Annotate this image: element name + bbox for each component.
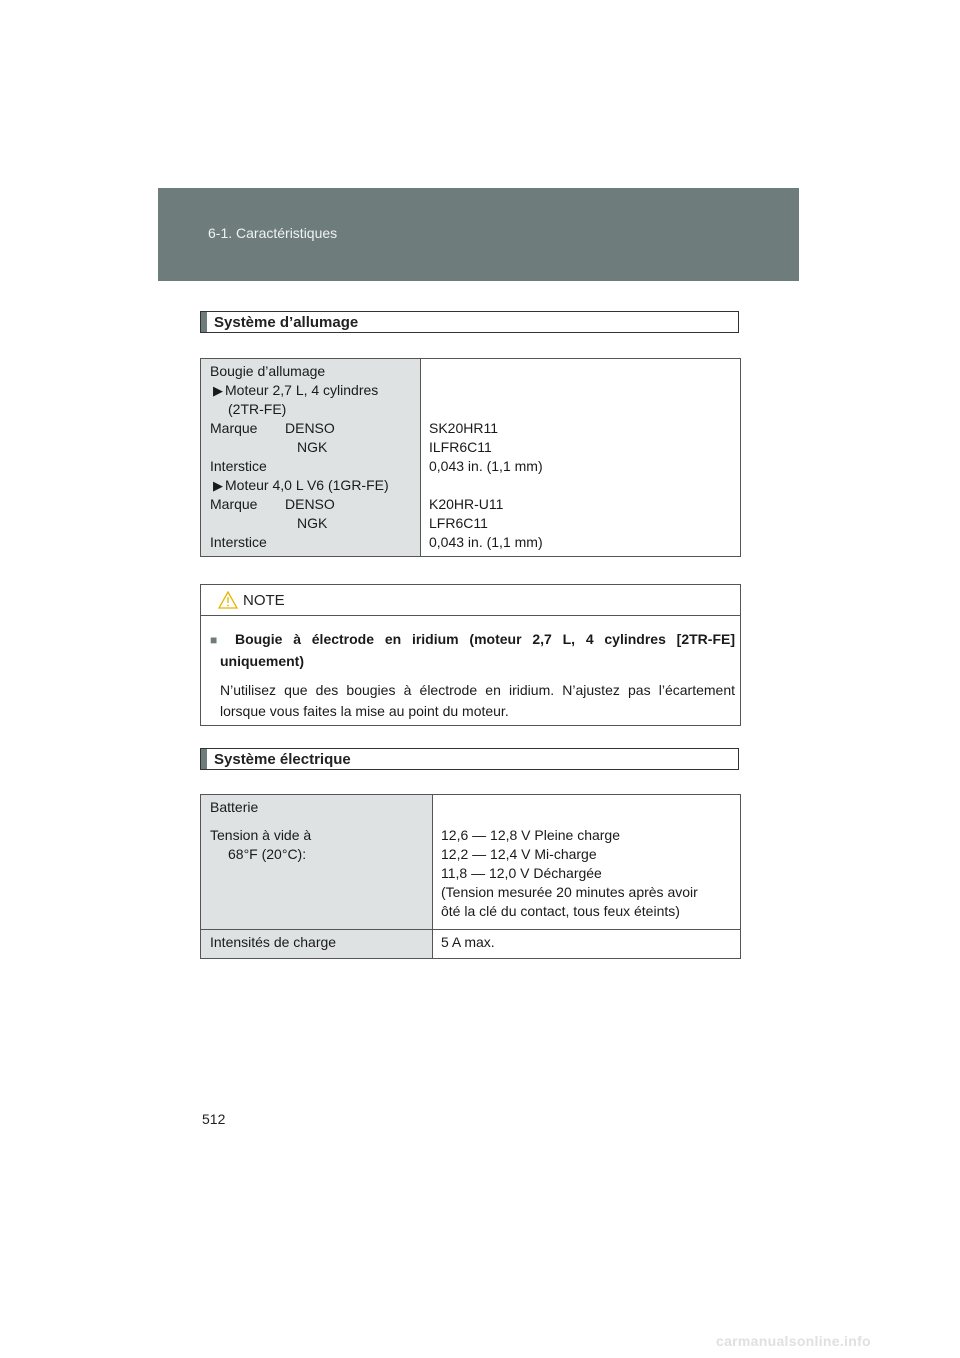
section-marker [201, 312, 207, 332]
voltage-label: Tension à vide à [210, 827, 312, 843]
spec-value: 0,043 in. (1,1 mm) [429, 458, 543, 474]
battery-values [433, 795, 741, 930]
engine-1gr-label: ▶ Moteur 4,0 L V6 (1GR-FE) [213, 477, 389, 493]
section-title-text: Système électrique [214, 751, 351, 768]
watermark: carmanualsonline.info [716, 1333, 871, 1349]
note-bold-title: ■ Bougie à électrode en iridium (moteur 2,7 L, 4 cylindres [2TR-FE] uniquement) [210, 631, 735, 669]
brand-row: NGK [297, 515, 328, 531]
triangle-bullet-icon: ▶ [213, 478, 223, 493]
section-marker [201, 749, 207, 769]
ignition-labels [201, 359, 421, 557]
chapter-header [158, 188, 799, 281]
ignition-values [421, 359, 741, 557]
voltage-note: ôté la clé du contact, tous feux éteints) [441, 903, 680, 919]
note-body [210, 629, 735, 722]
note-header [201, 585, 740, 616]
electrical-spec-table [200, 794, 741, 959]
spark-plug-label: Bougie d’allumage [210, 363, 326, 379]
charge-value: 5 A max. [441, 934, 495, 950]
battery-label: Batterie [210, 799, 259, 815]
spec-value: SK20HR11 [429, 420, 499, 436]
warning-icon [218, 591, 238, 609]
engine-2tr-label: ▶ Moteur 2,7 L, 4 cylindres [213, 382, 379, 398]
voltage-note: (Tension mesurée 20 minutes après avoir [441, 884, 698, 900]
gap-label: Interstice [210, 534, 267, 550]
page-number: 512 [202, 1111, 226, 1127]
note-box [200, 584, 741, 726]
brand-row: NGK [297, 439, 328, 455]
gap-label: Interstice [210, 458, 267, 474]
brand-row: Marque DENSO [210, 420, 335, 436]
charge-label: Intensités de charge [210, 934, 337, 950]
note-text: N’utilisez que des bougies à électrode en iridium. N’ajustez pas l’écartement lorsque vous faites la mise au point du moteur. [220, 682, 735, 719]
square-bullet-icon: ■ [210, 633, 225, 647]
breadcrumb: 6-1. Caractéristiques [208, 225, 338, 241]
voltage-value: 12,6 — 12,8 V Pleine charge [441, 827, 621, 843]
ignition-spec-table [200, 358, 741, 557]
section-title-ignition [200, 311, 739, 333]
engine-2tr-code: (2TR-FE) [228, 401, 287, 417]
spec-value: ILFR6C11 [429, 439, 492, 455]
note-heading: NOTE [243, 592, 285, 609]
charge-label-cell [201, 930, 433, 959]
voltage-temp: 68°F (20°C): [228, 846, 307, 862]
spec-value: K20HR-U11 [429, 496, 504, 512]
voltage-value: 12,2 — 12,4 V Mi-charge [441, 846, 597, 862]
voltage-value: 11,8 — 12,0 V Déchargée [441, 865, 602, 881]
battery-labels [201, 795, 433, 930]
section-title-electrical [200, 748, 739, 770]
spec-value: 0,043 in. (1,1 mm) [429, 534, 543, 550]
charge-value-cell [433, 930, 741, 959]
spec-value: LFR6C11 [429, 515, 488, 531]
brand-row: Marque DENSO [210, 496, 335, 512]
triangle-bullet-icon: ▶ [213, 383, 223, 398]
section-title-text: Système d’allumage [214, 314, 359, 331]
